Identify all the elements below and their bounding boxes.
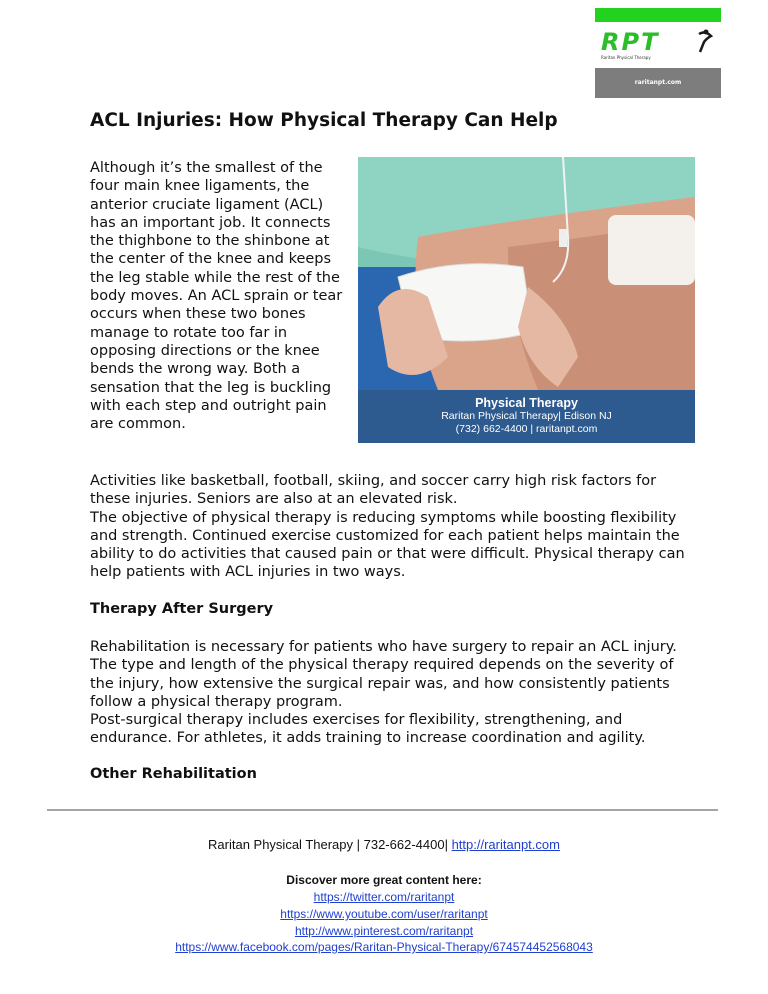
photo-caption [358,390,695,443]
pinterest-link[interactable]: http://www.pinterest.com/raritanpt [294,924,474,938]
footer-discover: Discover more great content here: [286,873,482,887]
caption-line-1: Raritan Physical Therapy| Edison NJ [441,410,612,422]
svg-text:RPT: RPT [601,28,660,56]
logo-site-text: raritanpt.com [634,79,682,86]
caption-line-2: (732) 662-4400 | raritanpt.com [455,423,598,435]
caption-title: Physical Therapy [475,396,578,410]
body-paragraph-surgery [90,638,690,748]
twitter-link[interactable]: https://twitter.com/raritanpt [313,890,455,904]
svg-text:Raritan Physical Therapy: Raritan Physical Therapy [601,55,651,60]
company-logo [595,8,721,98]
footer-divider [47,809,718,811]
intro-paragraph: Although it’s the smallest of the four main knee ligaments, the anterior cruciate ligament (ACL) has an important job. It connects the thighbone to the shinbone at the center of the knee and keeps the leg stable while the rest of the body moves. An ACL sprain or tear occurs when these two bones manage to rotate too far in opposing directions or the knee bends the wrong way. Both a sensation that the leg is buckling with each step and outright pain are common. [90,160,343,433]
page-title: ACL Injuries: How Physical Therapy Can Help [90,110,558,131]
rehab-text: Rehabilitation is necessary for patients who have surgery to repair an ACL injury. The type and length of the physical therapy required depends on the severity of the injury, how extensive the surgical repair was, and how consistently patients follow a physical therapy program. [90,639,677,710]
footer-contact [0,837,768,852]
heading-therapy-after-surgery: Therapy After Surgery [90,601,274,617]
heading-other-rehabilitation: Other Rehabilitation [90,766,257,782]
logo-green-bar [595,8,721,22]
footer-company: Raritan Physical Therapy | 732-662-4400| [208,837,448,852]
rpt-logo-mark [599,28,717,62]
youtube-link[interactable]: https://www.youtube.com/user/raritanpt [280,907,488,921]
risk-text: Activities like basketball, football, skiing, and soccer carry high risk factors for these injuries. Seniors are also at an elevated risk. [90,473,657,508]
post-surgical-text: Post-surgical therapy includes exercises for flexibility, strengthening, and endurance. For athletes, it adds training to increase coordination and agility. [90,712,646,747]
body-paragraph-risk [90,472,690,582]
facebook-link[interactable]: https://www.facebook.com/pages/Raritan-Physical-Therapy/674574452568043 [175,940,593,954]
objective-text: The objective of physical therapy is reducing symptoms while boosting flexibility and strength. Continued exercise customized for each patient helps maintain the ability to do activities that caused pain or that were difficult. Physical therapy can help patients with ACL injuries in two ways. [90,509,685,581]
website-link[interactable]: http://raritanpt.com [451,837,560,852]
